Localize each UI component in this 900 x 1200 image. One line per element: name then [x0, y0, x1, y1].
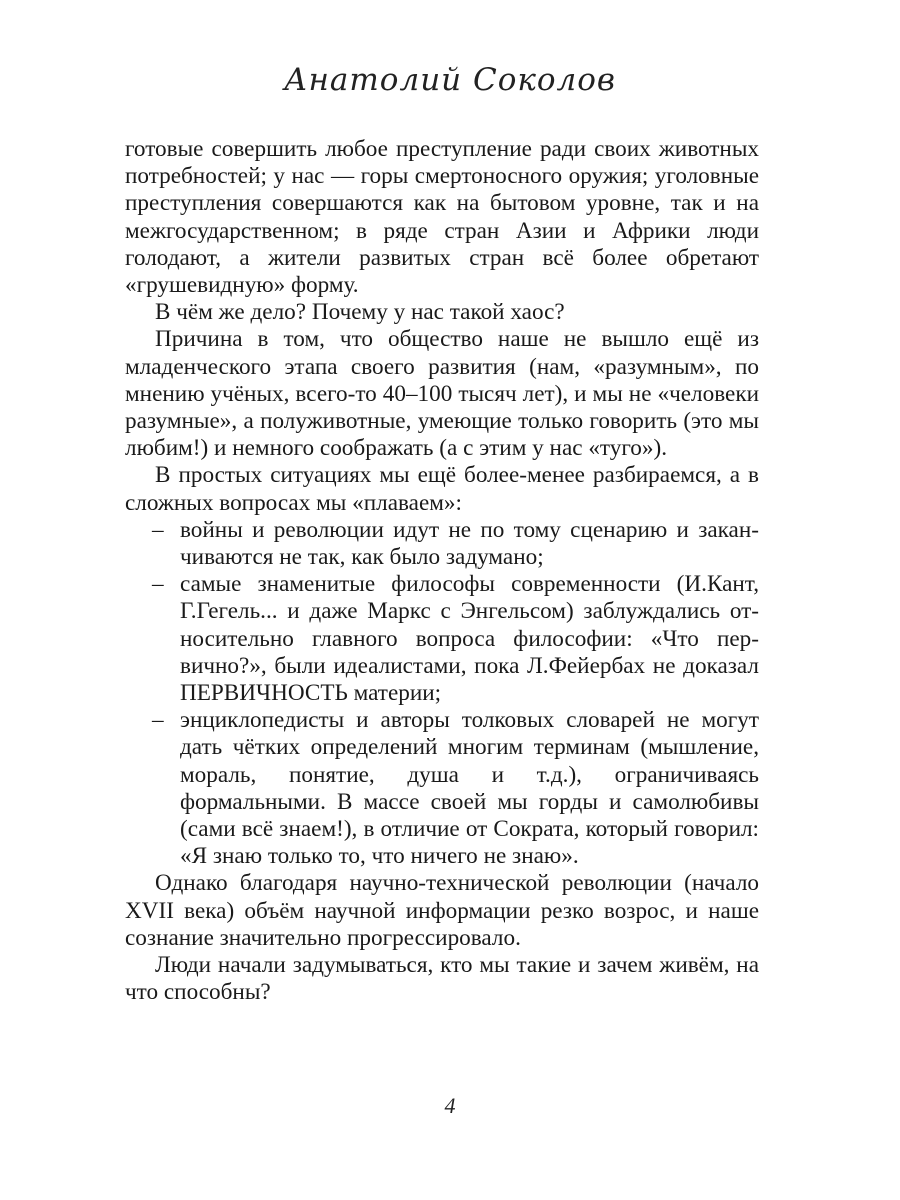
page-number: 4	[444, 1093, 456, 1118]
dash-marker: –	[152, 571, 164, 598]
list-item-text: энциклопедисты и авторы толковых словарей не могут дать чётких определений многим терминам (мышление, мораль, понятие, душа и т.д.), ограничиваясь формальными. В массе своей мы горды и самолюбивы (сами всё знаем!), в отличие от Сократа, который говорил: «Я знаю только то, что ничего не знаю».	[180, 707, 759, 870]
list-item	[125, 517, 759, 571]
dash-list	[125, 517, 759, 871]
list-item-text: войны и революции идут не по тому сценарию и заканчиваются не так, как было задумано;	[180, 516, 759, 571]
paragraph: Люди начали задумываться, кто мы такие и зачем живём, на что способны?	[125, 952, 759, 1006]
paragraph: В чём же дело? Почему у нас такой хаос?	[155, 299, 565, 326]
paragraph: готовые совершить любое преступление ради своих животных потребностей; у нас — горы смертоносного оружия; уголовные преступления совершаются как на бытовом уровне, так и на межгосударственном; в ряде стран Азии и Африки люди голодают, а жители развитых стран всё более обретают «грушевидную» форму.	[125, 136, 759, 299]
list-item-text: самые знаменитые философы современности (И.Кант, Г.Гегель... и даже Маркс с Энгельсом) заблуждались относительно главного вопроса философии: «Что первично?», были идеалистами, пока Л.Фейербах не доказал ПЕРВИЧНОСТЬ материи;	[180, 571, 759, 707]
paragraph: Однако благодаря научно-технической революции (начало XVII века) объём научной информации резко возрос, и наше сознание значительно прогрессировало.	[125, 870, 759, 951]
dash-marker: –	[152, 516, 164, 543]
list-item	[125, 707, 759, 870]
dash-marker: –	[152, 707, 164, 734]
running-head-author: Анатолий Соколов	[284, 62, 616, 98]
paragraph: Причина в том, что общество наше не вышло ещё из младенческого этапа своего развития (нам, «разумным», по мнению учёных, всего-то 40–100 тысяч лет), и мы не «человеки разумные», а полуживотные, умеющие только говорить (это мы любим!) и немного соображать (а с этим у нас «туго»).	[125, 326, 759, 462]
paragraph: В простых ситуациях мы ещё более-менее разбираемся, а в сложных вопросах мы «плаваем»:	[125, 462, 759, 516]
body-text	[125, 136, 759, 1007]
list-item	[125, 571, 759, 707]
